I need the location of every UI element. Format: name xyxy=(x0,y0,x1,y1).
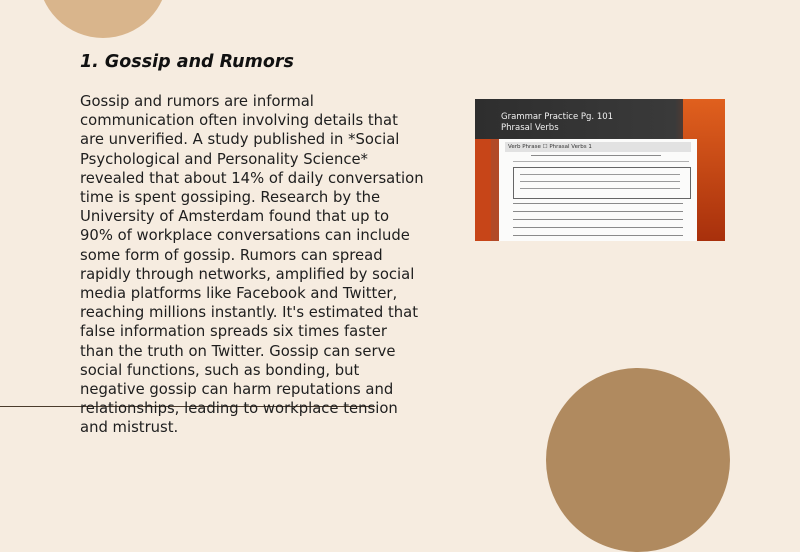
worksheet-heading: Verb Phrase ☐ Phrasal Verbs 1 xyxy=(505,142,691,152)
worksheet-line xyxy=(513,203,683,204)
worksheet-line xyxy=(513,161,689,162)
worksheet-title-line1: Grammar Practice Pg. 101 xyxy=(501,112,614,122)
worksheet-line xyxy=(531,155,661,156)
worksheet-title-line2: Phrasal Verbs xyxy=(501,123,559,133)
worksheet-line xyxy=(513,227,683,228)
decorative-circle-bottom xyxy=(546,368,730,552)
grammar-worksheet-image xyxy=(475,99,725,241)
section-title: 1. Gossip and Rumors xyxy=(80,52,294,72)
worksheet-line xyxy=(513,211,683,212)
decorative-circle-top xyxy=(38,0,168,38)
worksheet-line xyxy=(520,181,680,182)
section-body: Gossip and rumors are informal communication often involving details that are unverified. A study published in *Social Psychological and Personality Science* revealed that about 14% of daily conversation time is spent gossiping. Research by the University of Amsterdam found that up to 90% of workplace conversations can include some form of gossip. Rumors can spread rapidly through networks, amplified by social media platforms like Facebook and Twitter, reaching millions instantly. It's estimated that false information spreads six times faster than the truth on Twitter. Gossip can serve social functions, such as bonding, but negative gossip can harm reputations and relationships, leading to workplace tension and mistrust. xyxy=(80,93,424,437)
worksheet-title xyxy=(501,112,613,134)
worksheet-side-strip xyxy=(491,139,499,241)
worksheet-line xyxy=(513,219,683,220)
worksheet-paper xyxy=(491,139,697,241)
worksheet-line xyxy=(513,235,683,236)
worksheet-word-box xyxy=(513,167,691,199)
worksheet-line xyxy=(520,188,680,189)
worksheet-line xyxy=(520,174,680,175)
